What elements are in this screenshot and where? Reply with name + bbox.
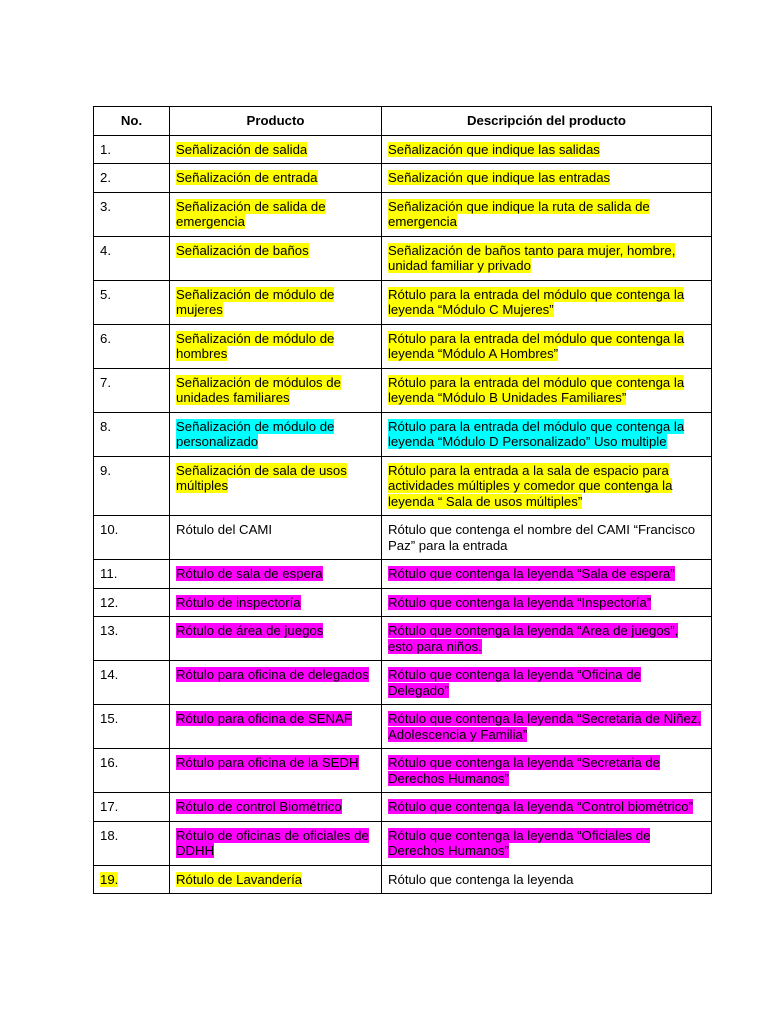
row-number: 16. (100, 755, 119, 770)
row-number: 14. (100, 667, 119, 682)
row-producto: Rótulo para oficina de delegados (176, 667, 369, 682)
table-header-row (94, 107, 712, 136)
row-number-cell (94, 192, 170, 236)
row-descripcion: Rótulo para la entrada del módulo que contenga la leyenda “Módulo D Personalizado” Uso multiple (388, 418, 685, 449)
row-number: 8. (100, 418, 111, 434)
row-number: 5. (100, 286, 111, 302)
table-row (94, 793, 712, 822)
row-number-cell (94, 164, 170, 193)
row-descripcion: Rótulo que contenga la leyenda “Oficiales de Derechos Humanos” (388, 827, 651, 858)
row-descripcion-cell (382, 412, 712, 456)
row-producto: Rótulo de área de juegos (176, 623, 324, 638)
row-producto-cell (170, 588, 382, 617)
header-no: No. (94, 107, 170, 136)
row-descripcion-cell (382, 368, 712, 412)
row-number-cell (94, 516, 170, 560)
row-descripcion: Rótulo para la entrada del módulo que contenga la leyenda “Módulo A Hombres” (388, 330, 685, 361)
row-descripcion: Rótulo que contenga la leyenda (388, 871, 574, 887)
row-number-cell (94, 617, 170, 661)
row-producto-cell (170, 865, 382, 894)
table-row (94, 368, 712, 412)
row-descripcion-cell (382, 456, 712, 516)
row-producto: Rótulo para oficina de la SEDH (176, 755, 359, 770)
row-number-cell (94, 661, 170, 705)
row-number: 17. (100, 799, 119, 814)
table-body (94, 135, 712, 894)
row-producto: Señalización de módulo de personalizado (176, 418, 335, 449)
header-producto: Producto (170, 107, 382, 136)
row-descripcion-cell (382, 793, 712, 822)
row-number: 12. (100, 594, 119, 610)
row-number-cell (94, 749, 170, 793)
row-producto-cell (170, 516, 382, 560)
row-descripcion-cell (382, 516, 712, 560)
row-descripcion: Rótulo que contenga la leyenda “Secretaria de Niñez, Adolescencia y Familia” (388, 711, 702, 742)
row-number-cell (94, 236, 170, 280)
row-descripcion: Rótulo que contenga la leyenda “Sala de espera” (388, 566, 675, 581)
row-producto-cell (170, 135, 382, 164)
table-row (94, 135, 712, 164)
row-descripcion: Señalización que indique la ruta de salida de emergencia (388, 198, 650, 229)
row-descripcion-cell (382, 588, 712, 617)
row-number: 15. (100, 711, 119, 726)
table-row (94, 412, 712, 456)
row-descripcion-cell (382, 705, 712, 749)
product-table (93, 106, 712, 894)
row-descripcion: Señalización que indique las salidas (388, 141, 600, 157)
row-descripcion-cell (382, 661, 712, 705)
row-number-cell (94, 865, 170, 894)
row-producto: Rótulo de control Biométrico (176, 799, 342, 814)
table-row (94, 516, 712, 560)
row-producto-cell (170, 280, 382, 324)
table-row (94, 617, 712, 661)
table-row (94, 661, 712, 705)
row-descripcion: Señalización de baños tanto para mujer, hombre, unidad familiar y privado (388, 242, 676, 273)
row-descripcion: Señalización que indique las entradas (388, 170, 611, 185)
row-producto-cell (170, 164, 382, 193)
row-producto-cell (170, 821, 382, 865)
row-descripcion: Rótulo que contenga la leyenda “Oficina de Delegado” (388, 667, 641, 698)
row-descripcion-cell (382, 236, 712, 280)
table-row (94, 280, 712, 324)
row-descripcion: Rótulo que contenga la leyenda “Area de juegos”, esto para niños. (388, 623, 679, 654)
row-producto: Rótulo de Lavandería (176, 871, 303, 887)
row-producto: Señalización de entrada (176, 170, 318, 185)
row-producto-cell (170, 560, 382, 589)
row-number-cell (94, 324, 170, 368)
row-number: 2. (100, 170, 111, 185)
row-number: 13. (100, 623, 119, 638)
row-producto-cell (170, 661, 382, 705)
row-number: 7. (100, 374, 111, 390)
row-producto: Rótulo de inspectoría (176, 594, 301, 610)
row-descripcion-cell (382, 164, 712, 193)
row-number-cell (94, 705, 170, 749)
row-descripcion-cell (382, 135, 712, 164)
row-descripcion-cell (382, 749, 712, 793)
table-row (94, 560, 712, 589)
row-number: 6. (100, 330, 111, 346)
row-number-cell (94, 280, 170, 324)
row-number-cell (94, 821, 170, 865)
row-number: 3. (100, 198, 111, 214)
row-number: 19. (100, 871, 119, 887)
row-number-cell (94, 135, 170, 164)
row-producto-cell (170, 793, 382, 822)
row-number-cell (94, 588, 170, 617)
row-producto-cell (170, 456, 382, 516)
row-number: 1. (100, 141, 111, 157)
row-number-cell (94, 368, 170, 412)
row-producto-cell (170, 236, 382, 280)
row-producto: Señalización de salida de emergencia (176, 198, 326, 229)
row-number-cell (94, 793, 170, 822)
row-producto: Señalización de sala de usos múltiples (176, 462, 347, 493)
row-descripcion: Rótulo que contenga la leyenda “Secretaria de Derechos Humanos” (388, 755, 660, 786)
table-row (94, 236, 712, 280)
row-producto: Señalización de módulo de mujeres (176, 286, 335, 317)
row-number: 18. (100, 827, 119, 843)
table-row (94, 821, 712, 865)
row-descripcion-cell (382, 280, 712, 324)
table-row (94, 324, 712, 368)
row-number: 9. (100, 462, 111, 478)
row-descripcion: Rótulo que contenga la leyenda “Control biométrico” (388, 799, 693, 814)
row-descripcion-cell (382, 560, 712, 589)
row-producto-cell (170, 368, 382, 412)
row-descripcion-cell (382, 617, 712, 661)
row-producto: Señalización de salida (176, 141, 308, 157)
row-number-cell (94, 456, 170, 516)
table-row (94, 456, 712, 516)
header-descripcion: Descripción del producto (382, 107, 712, 136)
row-number: 11. (100, 566, 118, 581)
table-row (94, 749, 712, 793)
row-producto-cell (170, 749, 382, 793)
table-row (94, 192, 712, 236)
row-descripcion-cell (382, 324, 712, 368)
row-descripcion-cell (382, 865, 712, 894)
row-number-cell (94, 412, 170, 456)
table-row (94, 865, 712, 894)
row-producto: Señalización de módulos de unidades familiares (176, 374, 341, 405)
row-number: 10. (100, 522, 119, 537)
row-producto: Rótulo de sala de espera (176, 566, 323, 581)
row-producto: Rótulo del CAMI (176, 522, 273, 537)
table-row (94, 164, 712, 193)
table-row (94, 705, 712, 749)
row-descripcion: Rótulo para la entrada a la sala de espacio para actividades múltiples y comedor que contenga la leyenda “ Sala de usos múltiples” (388, 462, 673, 509)
row-descripcion-cell (382, 192, 712, 236)
row-descripcion: Rótulo que contenga el nombre del CAMI “Francisco Paz” para la entrada (388, 522, 696, 553)
row-producto-cell (170, 192, 382, 236)
row-producto: Rótulo de oficinas de oficiales de DDHH (176, 827, 369, 858)
row-number: 4. (100, 242, 111, 258)
row-descripcion: Rótulo que contenga la leyenda “Inspectoría” (388, 594, 652, 610)
row-producto-cell (170, 412, 382, 456)
row-producto: Rótulo para oficina de SENAF (176, 711, 352, 726)
row-producto: Señalización de baños (176, 242, 309, 258)
row-producto: Señalización de módulo de hombres (176, 330, 335, 361)
table-row (94, 588, 712, 617)
row-producto-cell (170, 324, 382, 368)
row-descripcion-cell (382, 821, 712, 865)
row-producto-cell (170, 617, 382, 661)
row-descripcion: Rótulo para la entrada del módulo que contenga la leyenda “Módulo C Mujeres” (388, 286, 685, 317)
row-producto-cell (170, 705, 382, 749)
row-number-cell (94, 560, 170, 589)
row-descripcion: Rótulo para la entrada del módulo que contenga la leyenda “Módulo B Unidades Familiares” (388, 374, 685, 405)
